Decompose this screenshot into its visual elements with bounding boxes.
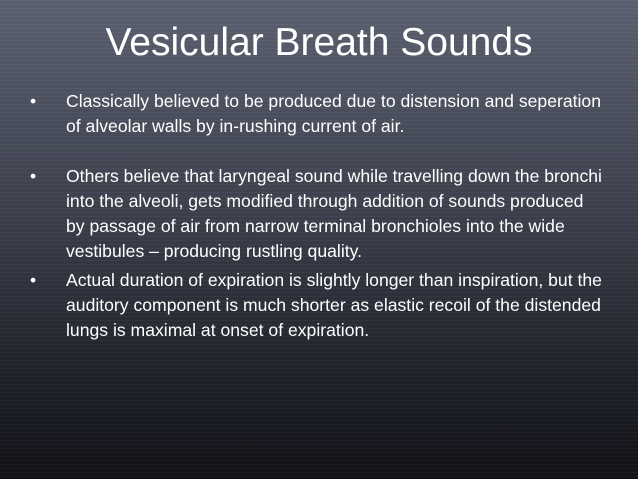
bullet-text: Others believe that laryngeal sound while travelling down the bronchi into the alveoli, gets modified through addition of sounds produced by passage of air from narrow terminal bronchioles into the wide vestibules – producing rustling quality. bbox=[66, 166, 602, 261]
bullet-text: Classically believed to be produced due to distension and seperation of alveolar walls by in-rushing current of air. bbox=[66, 91, 602, 136]
bullet-icon: • bbox=[30, 91, 37, 111]
bullet-text: Actual duration of expiration is slightly longer than inspiration, but the auditory component is much shorter as elastic recoil of the distended lungs is maximal at onset of expiration. bbox=[66, 270, 602, 340]
bullet-item bbox=[30, 89, 605, 139]
bullet-icon: • bbox=[30, 166, 37, 186]
bullet-item bbox=[30, 164, 605, 264]
bullet-icon: • bbox=[30, 270, 37, 290]
bullet-list bbox=[30, 89, 605, 343]
bullet-item bbox=[30, 268, 605, 343]
slide-title: Vesicular Breath Sounds bbox=[105, 21, 533, 64]
